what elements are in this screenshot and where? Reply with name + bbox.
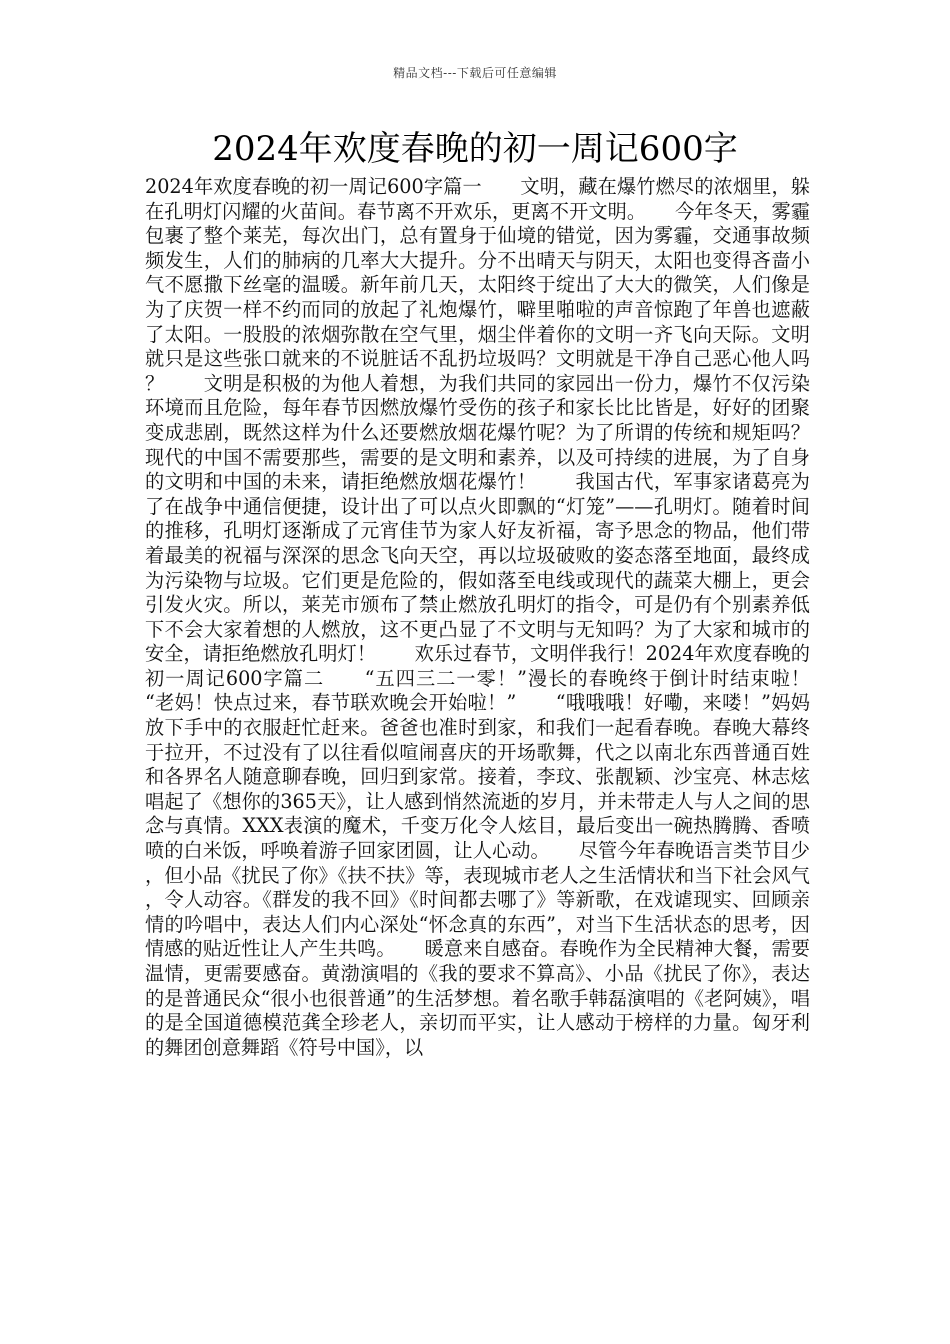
document-title: 2024年欢度春晚的初一周记600字 [212, 129, 738, 169]
document-body-text: 2024年欢度春晚的初一周记600字篇一 文明，藏在爆竹燃尽的浓烟里，躲在孔明灯闪耀的火苗间。春节离不开欢乐，更离不开文明。 今年冬天，雾霾包裹了整个莱芜，每次出门，总有置身于仙境的错觉，因为雾霾，交通事故频频发生，人们的肺病的几率大大提升。分不出晴天与阴天，太阳也变得吝啬小气不愿撒下丝毫的温暖。新年前几天，太阳终于绽出了大大的微笑，人们像是为了庆贺一样不约而同的放起了礼炮爆竹，噼里啪啦的声音惊跑了年兽也遮蔽了太阳。一股股的浓烟弥散在空气里，烟尘伴着你的文明一齐飞向天际。文明就只是这些张口就来的不说脏话不乱扔垃圾吗？文明就是干净自己恶心他人吗？ 文明是积极的为他人着想，为我们共同的家园出一份力，爆竹不仅污染环境而且危险，每年春节因燃放爆竹受伤的孩子和家长比比皆是，好好的团聚变成悲剧，既然这样为什么还要燃放烟花爆竹呢？为了所谓的传统和规矩吗？现代的中国不需要那些，需要的是文明和素养，以及可持续的进展，为了自身的文明和中国的未来，请拒绝燃放烟花爆竹！ 我国古代，军事家诸葛亮为了在战争中通信便捷，设计出了可以点火即飘的“灯笼”——孔明灯。随着时间的推移，孔明灯逐渐成了元宵佳节为家人好友祈福，寄予思念的物品，他们带着最美的祝福与深深的思念飞向天空，再以垃圾破败的姿态落至地面，最终成为污染物与垃圾。它们更是危险的，假如落至电线或现代的蔬菜大棚上，更会引发火灾。所以，莱芜市颁布了禁止燃放孔明灯的指令，可是仍有个别素养低下不会大家着想的人燃放，这不更凸显了不文明与无知吗？为了大家和城市的安全，请拒绝燃放孔明灯！ 欢乐过春节，文明伴我行！2024年欢度春晚的初一周记600字篇二 “五四三二一零！”漫长的春晚终于倒计时结束啦！ “老妈！快点过来，春节联欢晚会开始啦！” “哦哦哦！好嘞，来喽！”妈妈放下手中的衣服赶忙赶来。爸爸也准时到家，和我们一起看春晚。春晚大幕终于拉开，不过没有了以往看似喧闹喜庆的开场歌舞，代之以南北东西普通百姓和各界名人随意聊春晚，回归到家常。接着，李玟、张靓颖、沙宝亮、林志炫唱起了《想你的365天》，让人感到悄然流逝的岁月，并未带走人与人之间的思念与真情。XXX表演的魔术，千变万化令人炫目，最后变出一碗热腾腾、香喷喷的白米饭，呼唤着游子回家团圆，让人心动。 尽管今年春晚语言类节目少，但小品《扰民了你》《扶不扶》等，表现城市老人之生活情状和当下社会风气，令人动容。《群发的我不回》《时间都去哪了》等新歌，在戏谑现实、回顾亲情的吟唱中，表达人们内心深处“怀念真的东西”，对当下生活状态的思考，因情感的贴近性让人产生共鸣。 暖意来自感奋。春晚作为全民精神大餐，需要温情，更需要感奋。黄渤演唱的《我的要求不算高》、小品《扰民了你》，表达的是普通民众“很小也很普通”的生活梦想。着名歌手韩磊演唱的《老阿姨》，唱的是全国道德模范龚全珍老人，亲切而平实，让人感动于榜样的力量。匈牙利的舞团创意舞蹈《符号中国》，以 [145, 175, 849, 1059]
header-note: 精品文档---下载后可任意编辑 [393, 66, 557, 80]
